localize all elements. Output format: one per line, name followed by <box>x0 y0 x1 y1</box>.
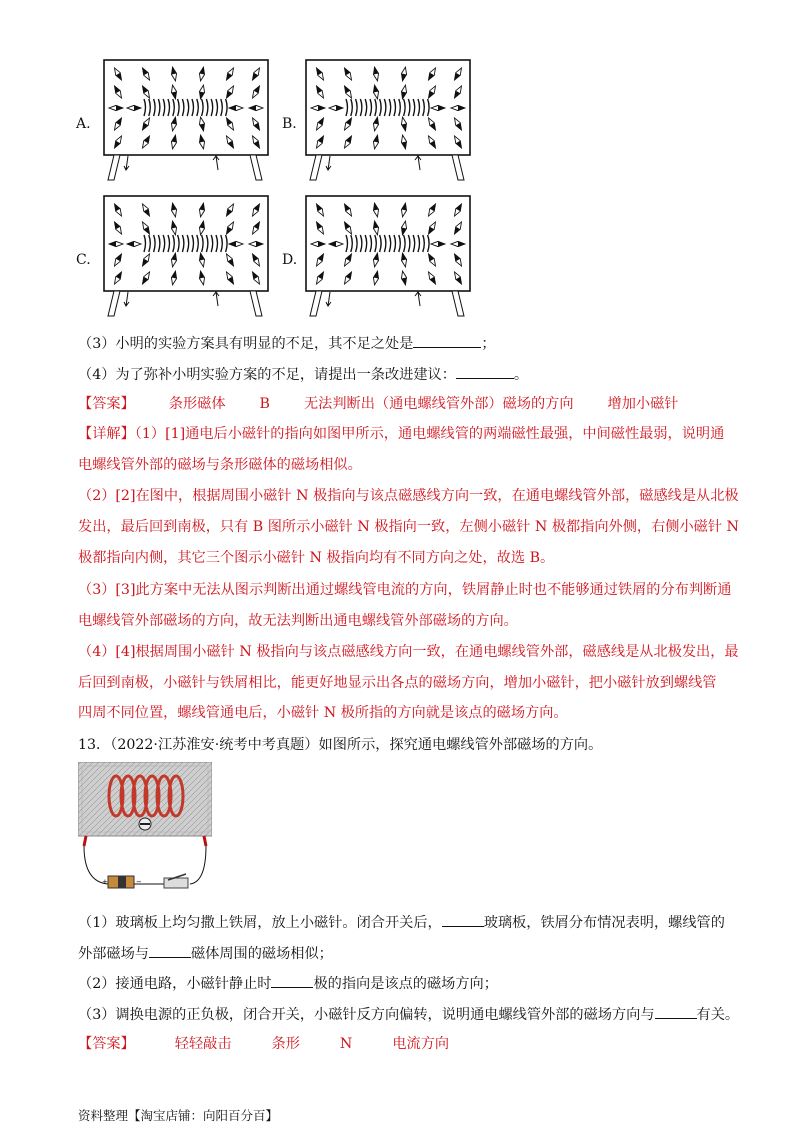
answer-item: 条形 <box>271 1036 300 1052</box>
answer-row-2 <box>78 1034 449 1054</box>
answer-item: 轻轻敲击 <box>174 1036 232 1052</box>
solenoid-diagram-d <box>304 194 474 319</box>
question-3 <box>78 333 496 354</box>
question-4-tail: 。 <box>513 367 529 383</box>
option-c-letter: C. <box>76 252 91 268</box>
option-b <box>282 58 482 183</box>
solenoid-diagram-a <box>102 58 272 183</box>
option-a-letter: A. <box>76 116 91 132</box>
question-4-text: （4）为了弥补小明实验方案的不足，请提出一条改进建议： <box>78 367 456 383</box>
answer-blank[interactable] <box>655 1004 697 1019</box>
detail-line: 后回到南极，小磁针与铁屑相比，能更好地显示出各点的磁场方向，增加小磁针，把小磁针放到螺线管 <box>78 675 717 691</box>
svg-text:+: + <box>102 878 108 886</box>
answer-item: N <box>339 1036 353 1052</box>
answer-row-1 <box>78 394 679 414</box>
answer-item: 增加小磁针 <box>607 396 679 412</box>
question-13-part-3: （3）调换电源的正负极，闭合开关，小磁针反方向偏转，说明通电螺线管外部的磁场方向与 有关。 <box>78 1004 739 1025</box>
answer-item: B <box>259 396 270 412</box>
solenoid-diagram-b <box>304 58 474 183</box>
detail-line: 极都指向内侧，其它三个图示小磁针 N 极指向均有不同方向之处，故选 B。 <box>78 550 555 566</box>
detail-line: 发出，最后回到南极，只有 B 图所示小磁针 N 极指向一致，左侧小磁针 N 极都指向外侧，右侧小磁针 N <box>78 519 739 535</box>
svg-text:−: − <box>136 878 142 886</box>
footer-note: 资料整理【淘宝店铺：向阳百分百】 <box>78 1108 279 1123</box>
answer-blank[interactable] <box>413 333 481 348</box>
detail-line: 四周不同位置，螺线管通电后，小磁针 N 极所指的方向就是该点的磁场方向。 <box>78 705 568 721</box>
detail-line: （2）[2]在图中，根据周围小磁针 N 极指向与该点磁感线方向一致，在通电螺线管外部，磁感线是从北极 <box>78 488 739 504</box>
answer-item: 无法判断出（通电螺线管外部）磁场的方向 <box>303 396 574 412</box>
answer-blank[interactable] <box>271 973 313 988</box>
detail-label: 【详解】 <box>78 426 135 442</box>
option-d-letter: D. <box>282 252 298 268</box>
answer-item: 条形磁体 <box>168 396 226 412</box>
question-13-part-1: （1）玻璃板上均匀撒上铁屑，放上小磁针。闭合开关后， 玻璃板，铁屑分布情况表明，螺线管的 <box>78 912 725 933</box>
solenoid-diagram-c <box>102 194 272 319</box>
option-b-letter: B. <box>282 116 297 132</box>
question-13-part-2: （2）接通电路，小磁针静止时 极的指向是该点的磁场方向； <box>78 973 498 994</box>
answer-blank[interactable] <box>456 364 514 379</box>
answer-item: 电流方向 <box>392 1036 450 1052</box>
question-3-tail: ； <box>481 336 496 352</box>
option-d <box>282 194 482 319</box>
question-13-part-1-cont: 外部磁场与 磁体周围的磁场相似； <box>78 943 333 964</box>
answer-blank[interactable] <box>442 912 484 927</box>
detail-line: 【详解】（1）[1]通电后小磁针的指向如图甲所示，通电螺线管的两端磁性最强，中间磁性最弱，说明通 <box>78 426 725 442</box>
detail-line: 电螺线管外部磁场的方向，故无法判断出通电螺线管外部磁场的方向。 <box>78 613 518 629</box>
question-13-title: 13．（2022·江苏淮安·统考中考真题）如图所示，探究通电螺线管外部磁场的方向。 <box>78 737 603 753</box>
answer-label: 【答案】 <box>78 396 135 412</box>
answer-label: 【答案】 <box>78 1036 135 1052</box>
option-c <box>76 194 276 319</box>
detail-line: （4）[4]根据周围小磁针 N 极指向与该点磁感线方向一致，在通电螺线管外部，磁感线是从北极发出，最 <box>78 644 739 660</box>
option-a <box>76 58 276 183</box>
answer-blank[interactable] <box>149 943 191 958</box>
question-4 <box>78 364 528 385</box>
detail-line: 电螺线管外部的磁场与条形磁体的磁场相似。 <box>78 457 362 473</box>
question-3-text: （3）小明的实验方案具有明显的不足，其不足之处是 <box>78 336 414 352</box>
solenoid-photo <box>78 762 212 898</box>
detail-line: （3）[3]此方案中无法从图示判断出通过螺线管电流的方向，铁屑静止时也不能够通过铁屑的分布判断通 <box>78 582 732 598</box>
